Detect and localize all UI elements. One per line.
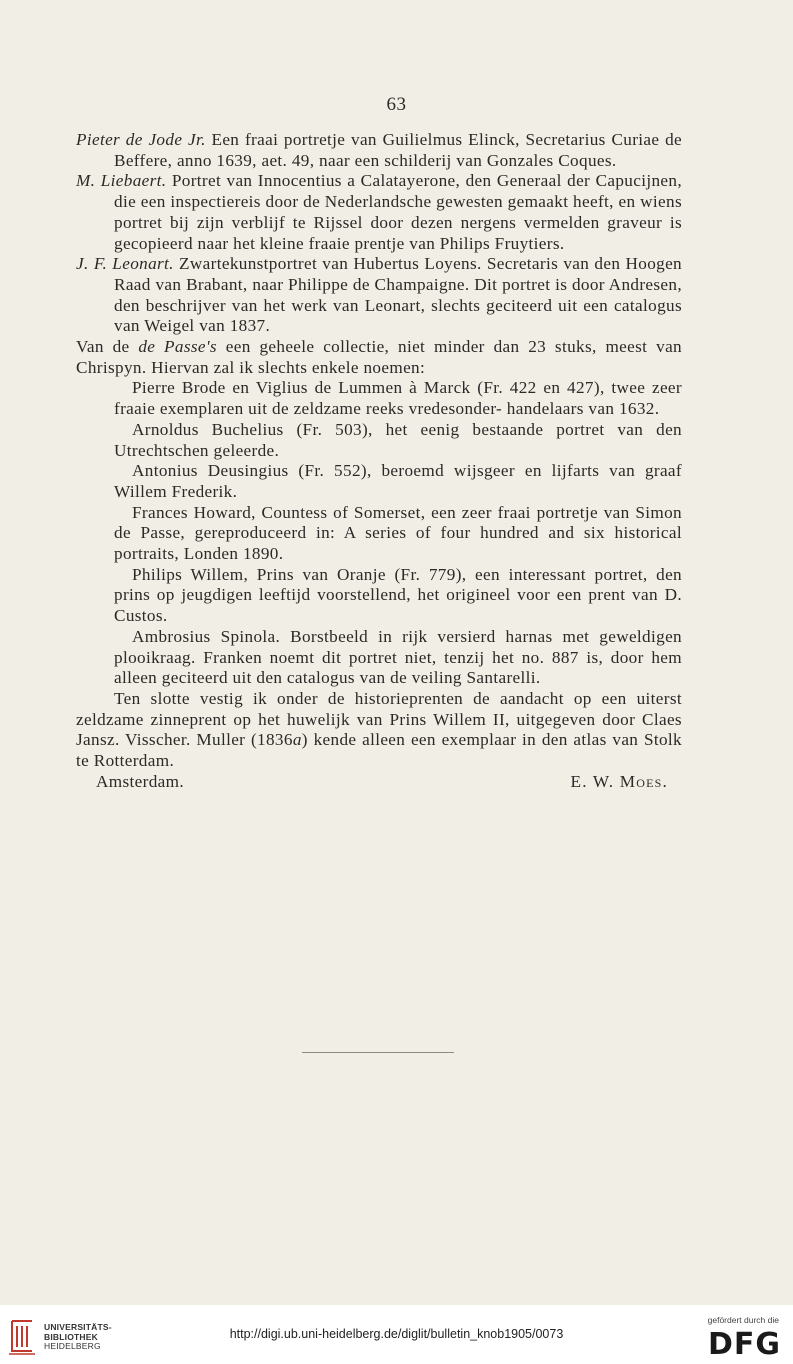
closing-line-italic: a xyxy=(292,730,302,750)
library-line: BIBLIOTHEK xyxy=(44,1331,98,1342)
entry-liebaert xyxy=(76,171,682,254)
passe-item-line: hem alleen geciteerd uit den catalogus van de veiling Santarelli. xyxy=(114,647,682,688)
page-number: 63 xyxy=(386,94,407,115)
entry-line: gemaakt heeft, en wiens portret bij zijn verblijf te Rijssel door dezen xyxy=(114,192,682,232)
passe-item-line: Arnoldus Buchelius (Fr. 503), het eenig bestaande portret van den xyxy=(132,419,682,439)
entry-leonart xyxy=(76,254,682,337)
entry-line: slechts geciteerd uit een catalogus van Weigel van 1837. xyxy=(114,295,683,336)
passe-item-line: Ambrosius Spinola. Borstbeeld in rijk versierd harnas met geweldigen xyxy=(132,626,682,646)
entry-line: portret is door Andresen, den beschrijver van het werk van Leonart, xyxy=(114,274,682,315)
entry-line: den Hoogen Raad van Brabant, naar Philippe de Champaigne. Dit xyxy=(114,254,683,294)
library-line: UNIVERSITÄTS- xyxy=(44,1322,112,1332)
passe-item-brode xyxy=(76,378,682,419)
passe-item-line: Simon de Passe, gereproduceerd in: A series of four hundred and six xyxy=(114,502,682,543)
entry-de-jode xyxy=(76,130,682,171)
passe-item-line: plooikraag. Franken noemt dit portret niet, tenzij het no. 887 is, door xyxy=(114,647,644,667)
passe-intro-prefix: Van de xyxy=(76,337,139,357)
body-text xyxy=(76,130,682,793)
passe-item-line: Pierre Brode en Viglius de Lummen à Marck (Fr. 422 en 427), xyxy=(132,378,605,398)
entry-line: Curiae de Beffere, anno 1639, aet. 49, naar een schilderij van xyxy=(114,130,682,170)
passe-item-line: twee zeer fraaie exemplaren uit de zeldzame reeks vredesonder- xyxy=(114,378,682,419)
passe-item-deusingius xyxy=(76,461,682,502)
closing-line: Ten slotte vestig ik onder de historieprenten de aandacht op een xyxy=(114,688,627,708)
passe-item-howard xyxy=(76,503,682,565)
passe-item-buchelius xyxy=(76,420,682,461)
digitization-footer xyxy=(0,1305,793,1364)
entry-line: Een fraai portretje van Guilielmus Elinck, Secretarius xyxy=(211,130,606,149)
entry-line: prentje van Philips Fruytiers. xyxy=(354,233,565,253)
passe-item-line: prent van D. Custos. xyxy=(114,585,682,626)
source-url-link[interactable]: http://digi.ub.uni-heidelberg.de/diglit/bulletin_knob1905/0073 xyxy=(229,1327,564,1341)
dfg-logo: DFG xyxy=(707,1327,781,1362)
library-line: HEIDELBERG xyxy=(44,1341,101,1351)
closing-line: ) kende alleen een exemplaar in xyxy=(301,730,537,750)
entry-line: Gonzales Coques. xyxy=(486,150,617,170)
funder-note: gefördert durch die xyxy=(707,1315,779,1325)
passe-item-line: Utrechtschen geleerde. xyxy=(114,440,280,460)
passe-item-line: historical portraits, Londen 1890. xyxy=(114,523,682,564)
entry-line: Zwartekunstportret van Hubertus Loyens. Secretaris van xyxy=(179,254,590,274)
passe-intro xyxy=(76,337,682,378)
signature-place: Amsterdam. xyxy=(96,771,184,791)
passe-item-line: den prins op jeugdigen leeftijd voorstellend, het origineel voor een xyxy=(114,564,682,605)
passe-item-line: handelaars van 1632. xyxy=(506,399,660,419)
passe-intro-rest: een geheele collectie, niet minder dan 23 stuks, meest xyxy=(216,337,648,357)
closing-line: den atlas van Stolk te Rotterdam. xyxy=(76,730,683,771)
closing-line: uiterst zeldzame zinneprent op het huwelijk van Prins Willem II, uitgegeven xyxy=(76,688,682,729)
passe-item-line: graaf Willem Frederik. xyxy=(114,461,682,501)
passe-item-philips-willem xyxy=(76,565,682,627)
signature-author: E. W. Moes. xyxy=(570,771,668,791)
passe-intro-name: de Passe's xyxy=(138,337,217,357)
entry-line: Portret van Innocentius a Calatayerone, den Generaal der xyxy=(171,171,591,191)
passe-item-spinola xyxy=(76,627,682,689)
entry-line: nergens vermelden graveur is gecopieerd naar het kleine fraaie xyxy=(114,212,682,253)
passe-item-line: Philips Willem, Prins van Oranje (Fr. 779), een interessant portret, xyxy=(132,564,648,584)
signature-row xyxy=(76,772,682,793)
passe-intro-line2: van Chrispyn. Hiervan zal ik slechts enkele noemen: xyxy=(76,337,682,377)
closing-paragraph xyxy=(76,689,682,772)
passe-item-line: Antonius Deusingius (Fr. 552), beroemd wijsgeer en lijfarts van xyxy=(132,461,636,481)
closing-line: door Claes Jansz. Visscher. Muller (1836 xyxy=(76,709,682,750)
entry-line: Capucijnen, die een inspectiereis door de Nederlandsche gewesten xyxy=(114,171,682,212)
closing-rule xyxy=(302,1052,454,1053)
passe-item-line: Frances Howard, Countess of Somerset, een zeer fraai portretje van xyxy=(132,502,630,522)
entry-name: Pieter de Jode Jr. xyxy=(76,130,206,149)
entry-name: J. F. Leonart. xyxy=(76,254,174,274)
entry-name: M. Liebaert. xyxy=(76,171,167,191)
